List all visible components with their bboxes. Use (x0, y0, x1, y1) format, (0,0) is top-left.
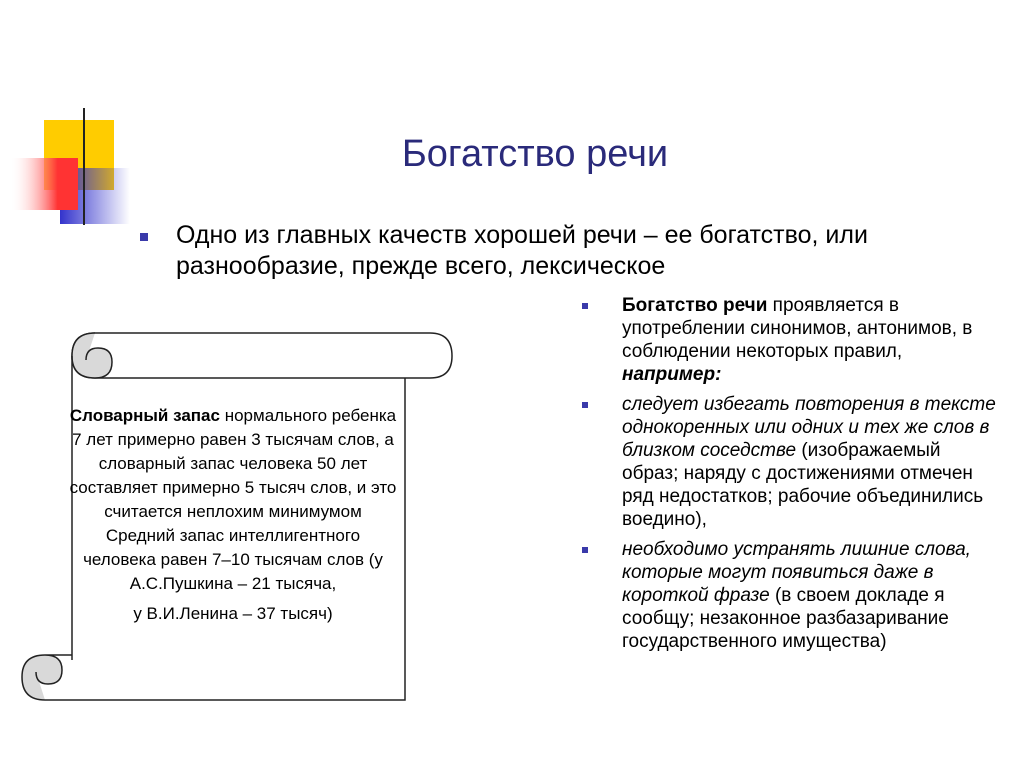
scroll-bottom-curl (22, 655, 72, 700)
right-list-item (582, 294, 1002, 386)
scroll-bold-lead: Словарный запас (69, 406, 220, 425)
right-bullet-list (582, 294, 1002, 660)
main-bullet-text: Одно из главных качеств хорошей речи – ее богатство, или разнообразие, прежде всего, лексическое (176, 221, 868, 280)
bullet-marker (582, 303, 588, 309)
item1-bold-italic: например: (622, 364, 722, 385)
bullet-marker (582, 547, 588, 553)
scroll-body: нормального ребенка 7 лет примерно равен 3 тысячам слов, а словарный запас человека 50 лет составляет примерно 5 тысяч слов, и это считается неплохим минимумом Средний запас интеллигентного человека равен 7–10 тысячам слов (у А.С.Пушкина – 21 тысяча, (69, 406, 397, 593)
bullet-marker (582, 402, 588, 408)
item2-text: (изображаемый образ; наряду с достижениями отмечен ряд недостатков; рабочие объединились воедино), (622, 440, 984, 530)
scroll-top-roll (72, 333, 452, 378)
item1-text: проявляется в употреблении синонимов, антонимов, в соблюдении некоторых правил, (622, 295, 973, 362)
item3-text: (в своем докладе я сообщу; незаконное разбазаривание государственного имущества) (622, 585, 949, 652)
item3-italic: необходимо устранять лишние слова, которые могут появиться даже в короткой фразе (622, 539, 971, 606)
right-list-item (582, 393, 1002, 531)
slide-title: Богатство речи (401, 133, 669, 175)
right-list-item (582, 538, 1002, 653)
scroll-text (68, 404, 398, 626)
item1-bold: Богатство речи (622, 295, 768, 316)
item2-italic: следует избегать повторения в тексте однокоренных или одних и тех же слов в близком соседстве (622, 394, 996, 461)
scroll-last-line: у В.И.Ленина – 37 тысяч) (133, 604, 333, 623)
